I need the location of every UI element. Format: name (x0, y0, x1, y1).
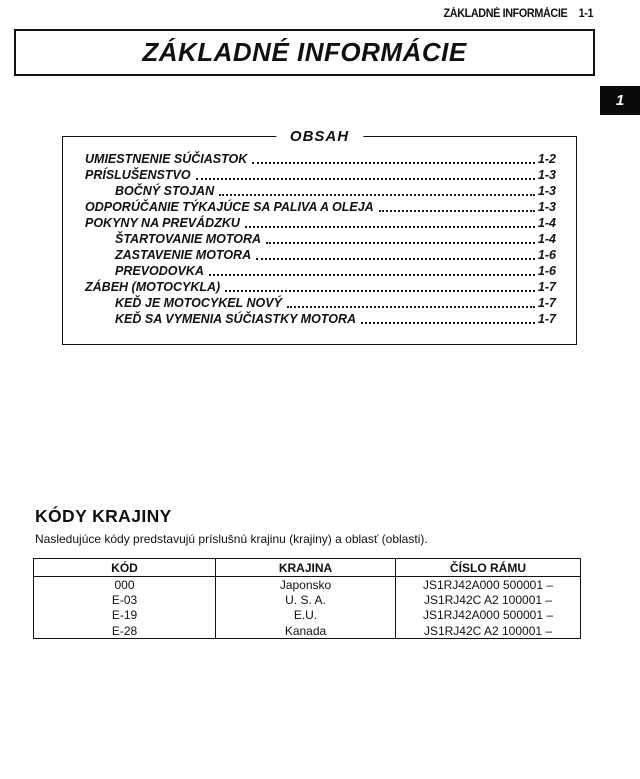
toc-entry-page: 1-3 (537, 184, 556, 198)
toc-entry (85, 279, 556, 295)
toc-dot-leader (287, 306, 535, 308)
table-cell: 000 (34, 577, 216, 593)
toc-entries (63, 137, 576, 327)
country-table-header: KÓD (34, 559, 216, 577)
country-table-body (34, 577, 581, 639)
toc-entry-page: 1-3 (537, 200, 556, 214)
toc-entry-page: 1-3 (537, 168, 556, 182)
toc-entry-label: ŠTARTOVANIE MOTORA (115, 232, 262, 246)
toc-entry-page: 1-7 (537, 280, 556, 294)
toc-dot-leader (266, 242, 535, 244)
table-row (34, 608, 581, 624)
toc-entry-label: KEĎ JE MOTOCYKEL NOVÝ (115, 296, 282, 310)
toc-box (62, 128, 577, 345)
table-cell: E.U. (216, 608, 396, 624)
table-row (34, 592, 581, 608)
toc-dot-leader (245, 226, 535, 228)
running-header-page-number: 1-1 (578, 8, 593, 20)
chapter-title: ZÁKLADNÉ INFORMÁCIE (142, 37, 467, 67)
toc-entry (85, 247, 556, 263)
country-codes-heading: KÓDY KRAJINY (35, 506, 172, 526)
toc-entry-label: PREVODOVKA (115, 264, 204, 278)
toc-entry (85, 199, 556, 215)
table-cell: E-19 (34, 608, 216, 624)
table-cell: U. S. A. (216, 592, 396, 608)
toc-dot-leader (225, 290, 535, 292)
running-header-section: ZÁKLADNÉ INFORMÁCIE (443, 8, 568, 20)
table-cell: JS1RJ42A000 500001 – (396, 577, 581, 593)
country-codes-description: Nasledujúce kódy predstavujú príslušnú krajinu (krajiny) a oblasť (oblasti). (35, 532, 428, 546)
toc-entry (85, 311, 556, 327)
toc-entry (85, 295, 556, 311)
toc-dot-leader (256, 258, 535, 260)
toc-dot-leader (361, 322, 535, 324)
toc-entry (85, 183, 556, 199)
toc-entry-label: KEĎ SA VYMENIA SÚČIASTKY MOTORA (115, 312, 356, 326)
country-table-header: KRAJINA (216, 559, 396, 577)
toc-entry-label: BOČNÝ STOJAN (115, 184, 215, 198)
table-row (34, 623, 581, 639)
table-cell: Kanada (216, 623, 396, 639)
table-cell: JS1RJ42C A2 100001 – (396, 592, 581, 608)
toc-dot-leader (219, 194, 535, 196)
toc-entry-page: 1-6 (537, 264, 556, 278)
chapter-tab-number: 1 (615, 92, 625, 109)
toc-entry-label: ZÁBEH (MOTOCYKLA) (85, 280, 221, 294)
table-cell: JS1RJ42A000 500001 – (396, 608, 581, 624)
table-cell: JS1RJ42C A2 100001 – (396, 623, 581, 639)
toc-entry-page: 1-6 (537, 248, 556, 262)
toc-entry-label: UMIESTNENIE SÚČIASTOK (85, 152, 248, 166)
toc-entry-label: POKYNY NA PREVÁDZKU (85, 216, 240, 230)
country-table-header: ČÍSLO RÁMU (396, 559, 581, 577)
toc-entry (85, 231, 556, 247)
toc-dot-leader (252, 162, 535, 164)
table-row (34, 577, 581, 593)
toc-entry (85, 215, 556, 231)
country-codes-table (33, 558, 581, 639)
toc-entry-page: 1-7 (537, 312, 556, 326)
toc-entry-page: 1-4 (537, 216, 556, 230)
toc-entry-label: ZASTAVENIE MOTORA (115, 248, 252, 262)
table-cell: Japonsko (216, 577, 396, 593)
toc-entry-label: ODPORÚČANIE TÝKAJÚCE SA PALIVA A OLEJA (85, 200, 374, 214)
country-table-head-row (34, 559, 581, 577)
toc-dot-leader (209, 274, 535, 276)
chapter-tab-badge (600, 86, 640, 115)
toc-entry (85, 263, 556, 279)
toc-entry (85, 167, 556, 183)
toc-entry (85, 151, 556, 167)
toc-title: OBSAH (276, 128, 363, 145)
chapter-title-box (14, 29, 595, 76)
toc-entry-label: PRÍSLUŠENSTVO (85, 168, 191, 182)
toc-entry-page: 1-4 (537, 232, 556, 246)
running-header (443, 8, 593, 20)
table-cell: E-28 (34, 623, 216, 639)
toc-entry-page: 1-7 (537, 296, 556, 310)
toc-entry-page: 1-2 (537, 152, 556, 166)
toc-dot-leader (379, 210, 535, 212)
table-cell: E-03 (34, 592, 216, 608)
toc-dot-leader (196, 178, 535, 180)
